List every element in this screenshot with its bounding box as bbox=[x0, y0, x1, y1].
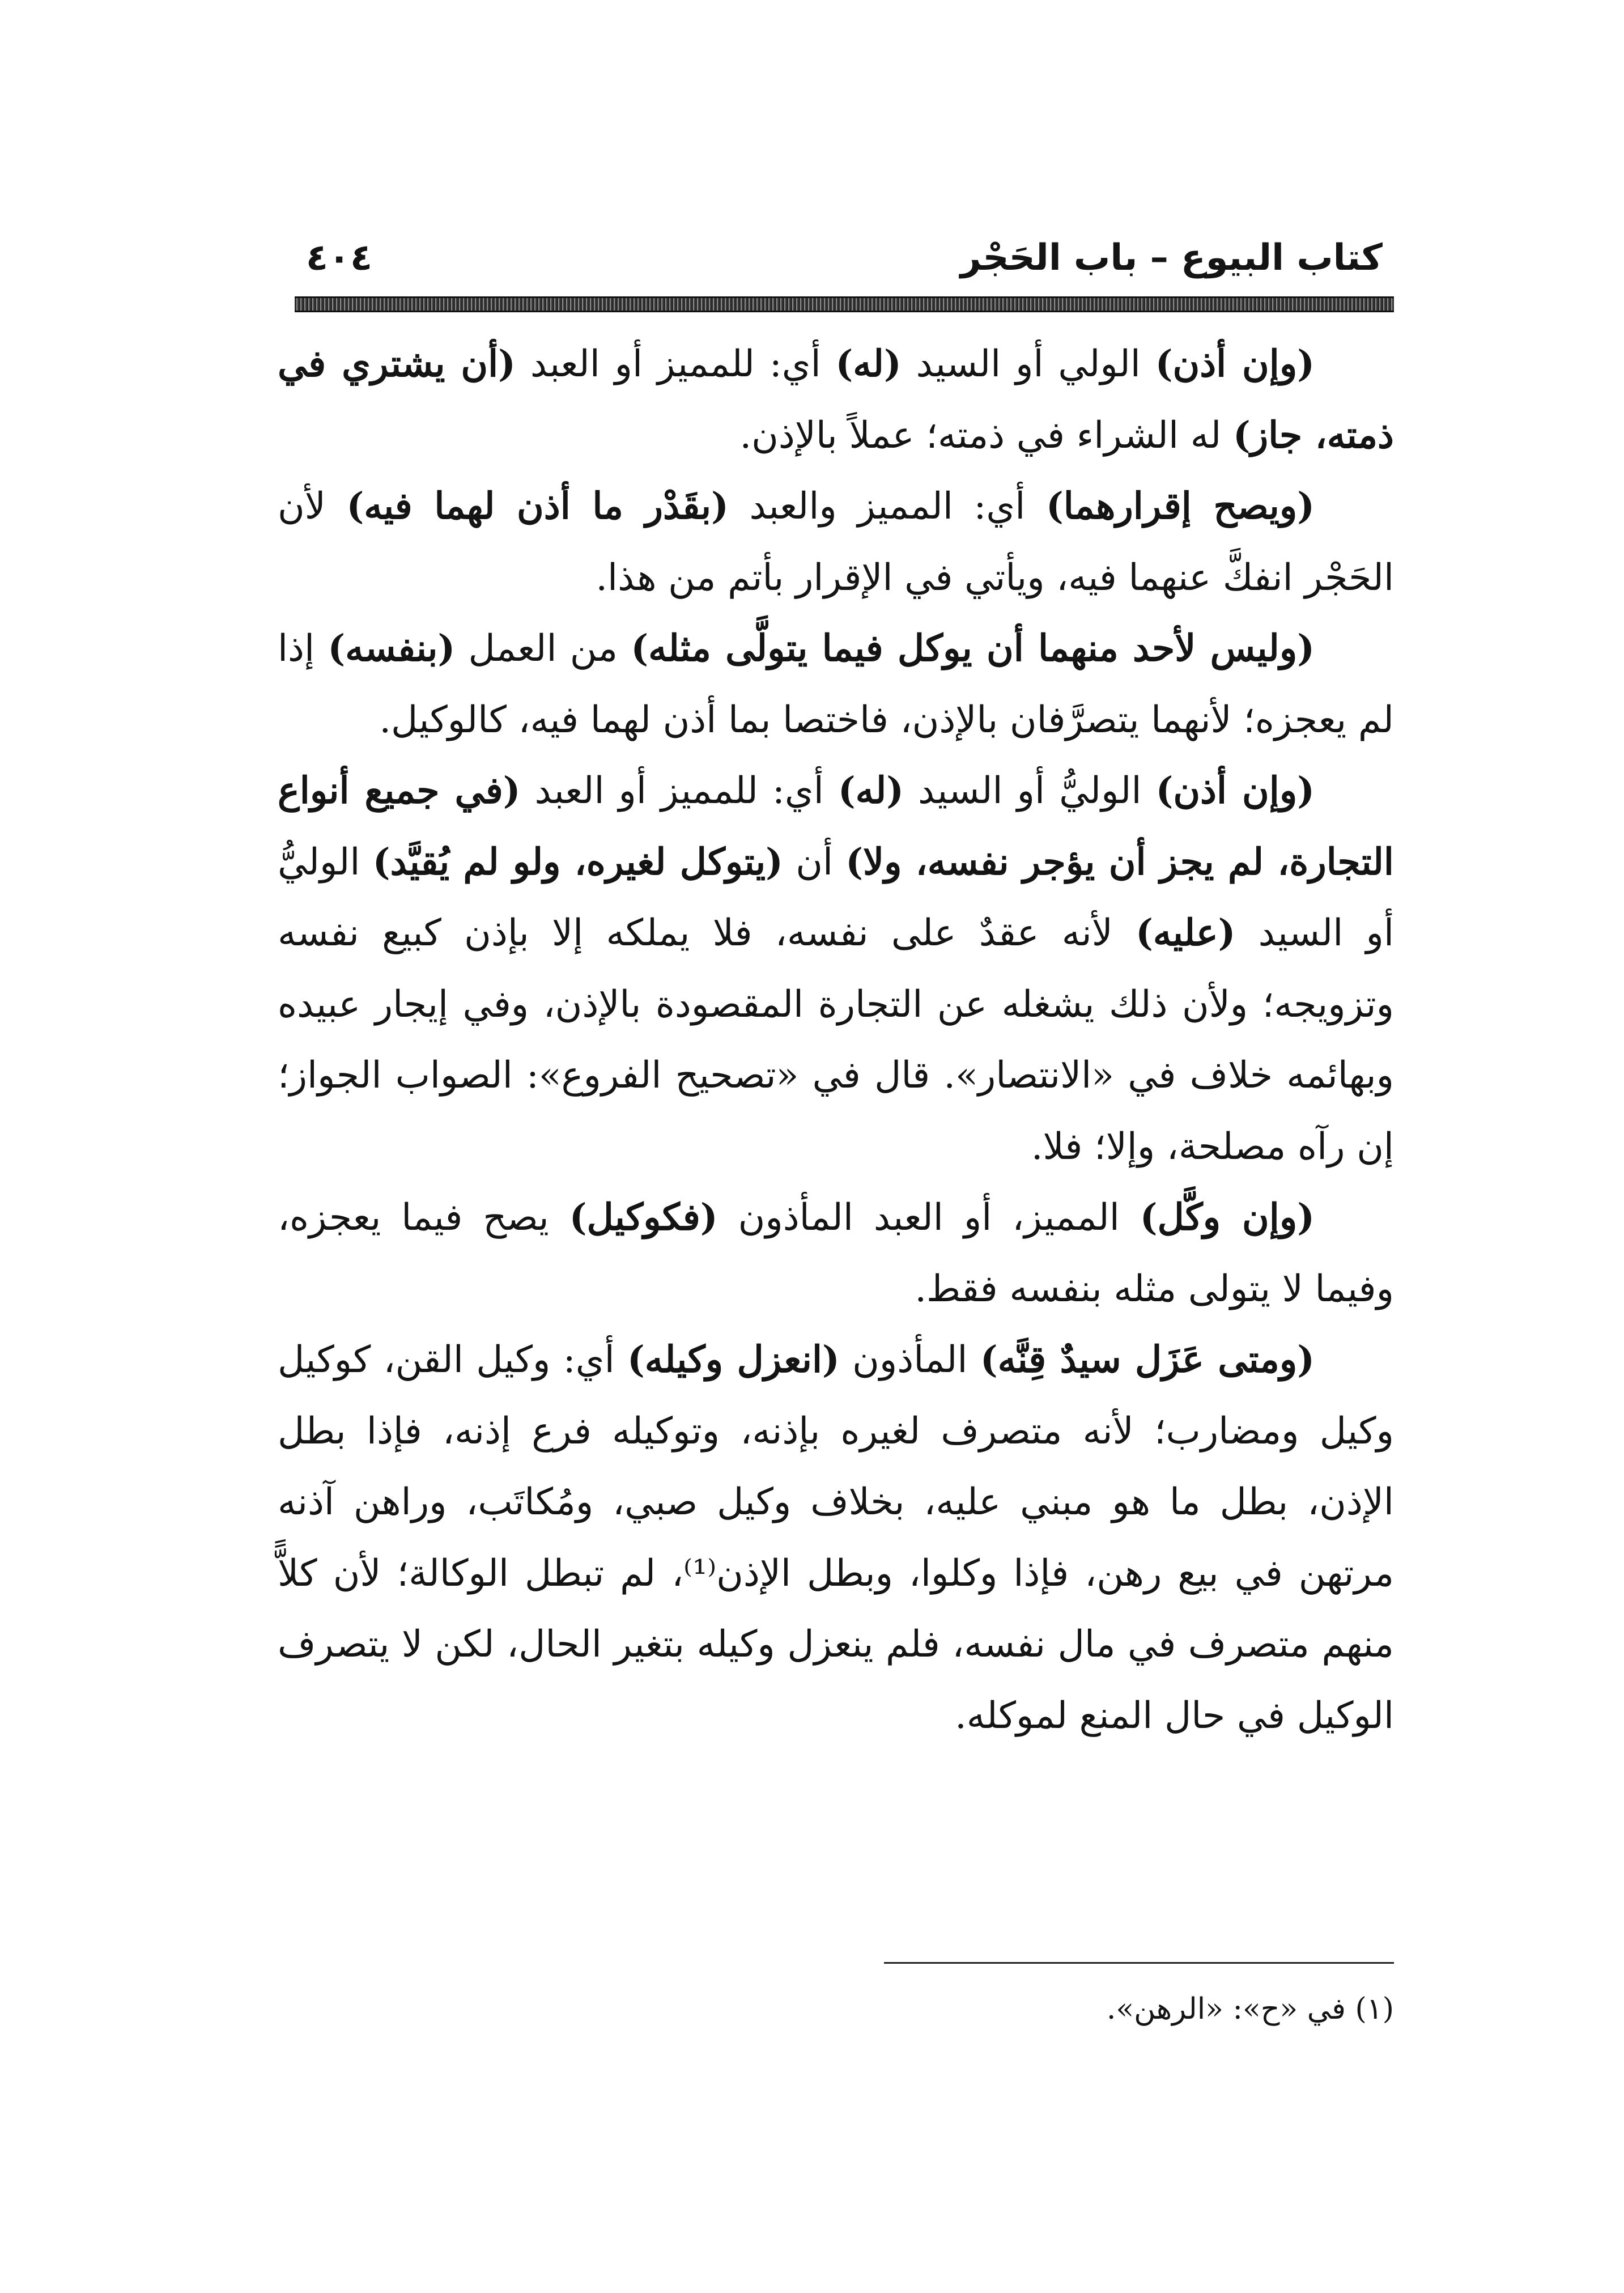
sharh-text: إذا لم يعجزه؛ لأنهما يتصرَّفان بالإذن، فاختصا بما أذن لهما فيه، كالوكيل. bbox=[278, 627, 1394, 741]
matn-text: (وإن أذن) bbox=[1155, 769, 1315, 812]
matn-text: (انعزل وكيله) bbox=[627, 1338, 840, 1381]
sharh-text: أي: للمميز أو العبد bbox=[515, 343, 836, 385]
running-title: كتاب البيوع – باب الحَجْر bbox=[960, 237, 1383, 279]
matn-text: (عليه) bbox=[1136, 911, 1236, 954]
footnote: (١) في «ح»: «الرهن». bbox=[1106, 1992, 1394, 2026]
matn-text: (فكوكيل) bbox=[569, 1196, 718, 1239]
page-header bbox=[295, 230, 1394, 315]
matn-text: (ويصح إقرارهما) bbox=[1046, 485, 1315, 528]
paragraph bbox=[278, 613, 1394, 755]
matn-text: (له) bbox=[837, 769, 904, 812]
paragraph bbox=[278, 471, 1394, 613]
page-number: ٤٠٤ bbox=[306, 237, 373, 279]
sharh-text: لأن الحَجْر انفكَّ عنهما فيه، ويأتي في الإقرار بأتم من هذا. bbox=[278, 485, 1394, 599]
matn-text: (بنفسه) bbox=[328, 627, 456, 670]
matn-text: (يتوكل لغيره، ولو لم يُقيَّد) bbox=[372, 840, 783, 884]
sharh-text: أي: للمميز أو العبد bbox=[520, 770, 838, 812]
paragraph bbox=[278, 329, 1394, 471]
matn-text: (له) bbox=[835, 342, 902, 385]
matn-text: (وإن أذن) bbox=[1155, 342, 1315, 385]
sharh-text: له الشراء في ذمته؛ عملاً بالإذن. bbox=[739, 414, 1234, 457]
sharh-text: المأذون bbox=[839, 1339, 980, 1381]
sharh-text: الولي أو السيد bbox=[901, 343, 1155, 385]
footnote-rule bbox=[884, 1962, 1394, 1964]
paragraph bbox=[278, 755, 1394, 1182]
sharh-text: أي: وكيل القن، كوكيل وكيل ومضارب؛ لأنه متصرف لغيره بإذنه، وتوكيله فرع إذنه، فإذا بطل الإذن، بطل ما هو مبني عليه، بخلاف وكيل صبي، ومُكاتَب، وراهن آذنه مرتهن في بيع رهن، فإذا وكلوا، وبطل الإذن⁽¹⁾، لم تبطل الوكالة؛ لأن كلاًّ منهم متصرف في مال نفسه، فلم ينعزل وكيله بتغير الحال، لكن لا يتصرف الوكيل في حال المنع لموكله. bbox=[278, 1339, 1395, 1737]
sharh-text: الوليُّ أو السيد bbox=[278, 840, 1394, 954]
sharh-text: أن bbox=[783, 840, 846, 884]
sharh-text: المميز، أو العبد المأذون bbox=[717, 1196, 1140, 1239]
sharh-text: يصح فيما يعجزه، وفيما لا يتولى مثله بنفسه فقط. bbox=[278, 1196, 1394, 1310]
sharh-text: من العمل bbox=[455, 627, 631, 670]
matn-text: (وإن وكَّل) bbox=[1140, 1196, 1315, 1239]
sharh-text: الوليُّ أو السيد bbox=[904, 770, 1156, 812]
paragraph bbox=[278, 1324, 1394, 1751]
matn-text: (وليس لأحد منهما أن يوكل فيما يتولَّى مثله) bbox=[631, 627, 1315, 670]
sharh-text: لأنه عقدٌ على نفسه، فلا يملكه إلا بإذن كبيع نفسه وتزويجه؛ ولأن ذلك يشغله عن التجارة المقصودة بالإذن، وفي إيجار عبيده وبهائمه خلاف في «الانتصار». قال في «تصحيح الفروع»: الصواب الجواز؛ إن رآه مصلحة، وإلا؛ فلا. bbox=[278, 912, 1394, 1168]
matn-text: (بقَدْر ما أذن لهما فيه) bbox=[346, 485, 729, 528]
matn-text: (أن يشتري في ذمته، جاز) bbox=[278, 342, 1394, 457]
sharh-text: أي: المميز والعبد bbox=[728, 485, 1046, 528]
paragraph bbox=[278, 1182, 1394, 1324]
matn-text: (في جميع أنواع التجارة، لم يجز أن يؤجر نفسه، ولا) bbox=[278, 769, 1394, 884]
body-text bbox=[278, 329, 1394, 1751]
header-rule bbox=[295, 296, 1394, 312]
matn-text: (ومتى عَزَل سيدٌ قِنَّه) bbox=[980, 1338, 1315, 1381]
